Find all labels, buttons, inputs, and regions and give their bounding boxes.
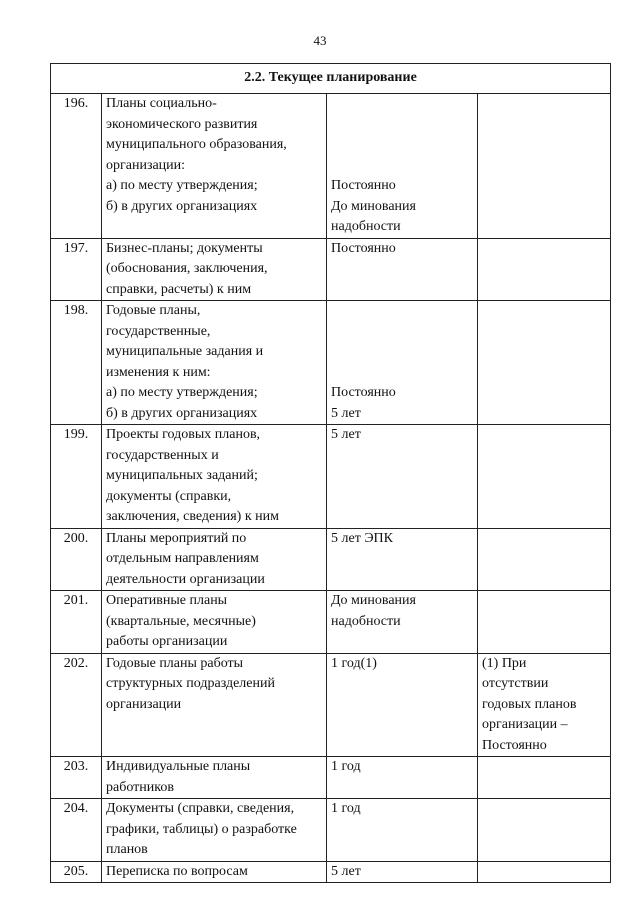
retention-term-line: 1 год [331,801,361,816]
item-note [478,861,611,883]
table-row [51,799,611,862]
item-description-line: Переписка по вопросам [106,863,248,879]
item-description-line: муниципального образования, [106,137,287,152]
item-description-line: государственных и [106,447,219,463]
item-description-line: государственные, [106,323,211,339]
retention-term [327,528,478,591]
section-header-row [51,64,611,94]
item-description-line: Планы мероприятий по [106,530,247,546]
item-note [478,528,611,591]
item-note-line: Постоянно [482,737,547,753]
item-description-line: планов [106,842,148,857]
item-description-line: Оперативные планы [106,593,228,608]
retention-term-line [331,342,473,363]
item-number: 201. [51,591,102,654]
item-description-line: работы организации [106,634,228,649]
table-row [51,757,611,799]
retention-term [327,799,478,862]
retention-term-line [331,363,473,384]
item-description-line: Бизнес-планы; документы [106,240,263,256]
item-description [102,528,327,591]
item-number: 197. [51,238,102,301]
item-description-line: изменения к ним: [106,364,211,380]
table-row [51,861,611,883]
retention-term [327,301,478,425]
item-description-line: Проекты годовых планов, [106,427,261,442]
item-note [478,757,611,799]
item-description-line: а) по месту утверждения; [106,385,258,400]
section-title: 2.2. Текущее планирование [51,64,611,94]
item-description [102,653,327,757]
item-note [478,238,611,301]
item-description-line: Индивидуальные планы [106,759,251,774]
item-description-line: б) в других организациях [106,198,258,214]
table-row [51,94,611,239]
retention-term [327,591,478,654]
retention-term-line: 5 лет ЭПК [331,530,394,546]
retention-term-line: До минования [331,593,416,608]
item-description [102,757,327,799]
item-description [102,238,327,301]
item-note [478,653,611,757]
item-note [478,591,611,654]
item-description-line: (обоснования, заключения, [106,261,268,276]
retention-term [327,238,478,301]
retention-term-line: надобности [331,219,401,234]
table-row [51,528,611,591]
item-description-line: экономического развития [106,116,258,132]
retention-term-line [331,301,473,322]
item-description-line: документы (справки, [106,488,232,504]
table-row [51,301,611,425]
retention-term-line: 1 год(1) [331,655,377,671]
table-row [51,425,611,529]
item-number: 202. [51,653,102,757]
retention-table [50,63,611,883]
item-number: 198. [51,301,102,425]
retention-term-line: надобности [331,613,401,629]
item-description-line: организации: [106,157,186,173]
item-description [102,861,327,883]
retention-term-line: 1 год [331,759,361,774]
page-number: 43 [313,33,327,48]
item-description-line: муниципальные задания и [106,344,264,359]
item-number: 203. [51,757,102,799]
retention-term [327,425,478,529]
item-description [102,301,327,425]
item-number: 204. [51,799,102,862]
retention-term [327,861,478,883]
retention-term-line [331,156,473,177]
item-description-line: структурных подразделений [106,676,275,691]
item-description-line: организации [106,696,182,712]
item-description [102,425,327,529]
item-note [478,94,611,239]
item-description [102,799,327,862]
item-number: 205. [51,861,102,883]
item-note-line: отсутствии [482,676,549,691]
item-description-line: справки, расчеты) к ним [106,281,252,297]
item-note [478,425,611,529]
retention-term-line: 5 лет [331,863,361,879]
item-description-line: а) по месту утверждения; [106,178,258,193]
item-note-line: организации – [482,717,568,732]
retention-term-line [331,322,473,343]
item-description-line: заключения, сведения) к ним [106,509,279,524]
item-description-line: б) в других организациях [106,405,258,421]
retention-term-line [331,115,473,136]
item-note [478,799,611,862]
item-note-line: годовых планов [482,696,577,712]
item-description-line: муниципальных заданий; [106,468,258,483]
retention-term-line [331,135,473,156]
item-description-line: деятельности организации [106,571,265,587]
table-row [51,653,611,757]
retention-term-line: Постоянно [331,178,396,193]
item-description-line: Годовые планы, [106,303,201,318]
retention-term-line: 5 лет [331,427,361,442]
item-number: 200. [51,528,102,591]
retention-term-line [331,94,473,115]
retention-term-line: Постоянно [331,240,396,256]
item-note [478,301,611,425]
retention-term [327,94,478,239]
item-description [102,591,327,654]
table-row [51,238,611,301]
retention-term-line: Постоянно [331,385,396,400]
table-row [51,591,611,654]
item-number: 196. [51,94,102,239]
item-description-line: Документы (справки, сведения, [106,801,295,816]
item-description-line: графики, таблицы) о разработке [106,821,297,837]
retention-term-line: 5 лет [331,405,361,421]
item-description-line: Годовые планы работы [106,655,244,671]
item-description-line: отдельным направлениям [106,551,259,566]
item-note-line: (1) При [482,655,527,671]
retention-term-line: До минования [331,198,416,214]
item-description [102,94,327,239]
retention-term [327,653,478,757]
item-number: 199. [51,425,102,529]
item-description-line: (квартальные, месячные) [106,613,256,629]
retention-term [327,757,478,799]
item-description-line: Планы социально- [106,96,217,111]
item-description-line: работников [106,779,174,795]
